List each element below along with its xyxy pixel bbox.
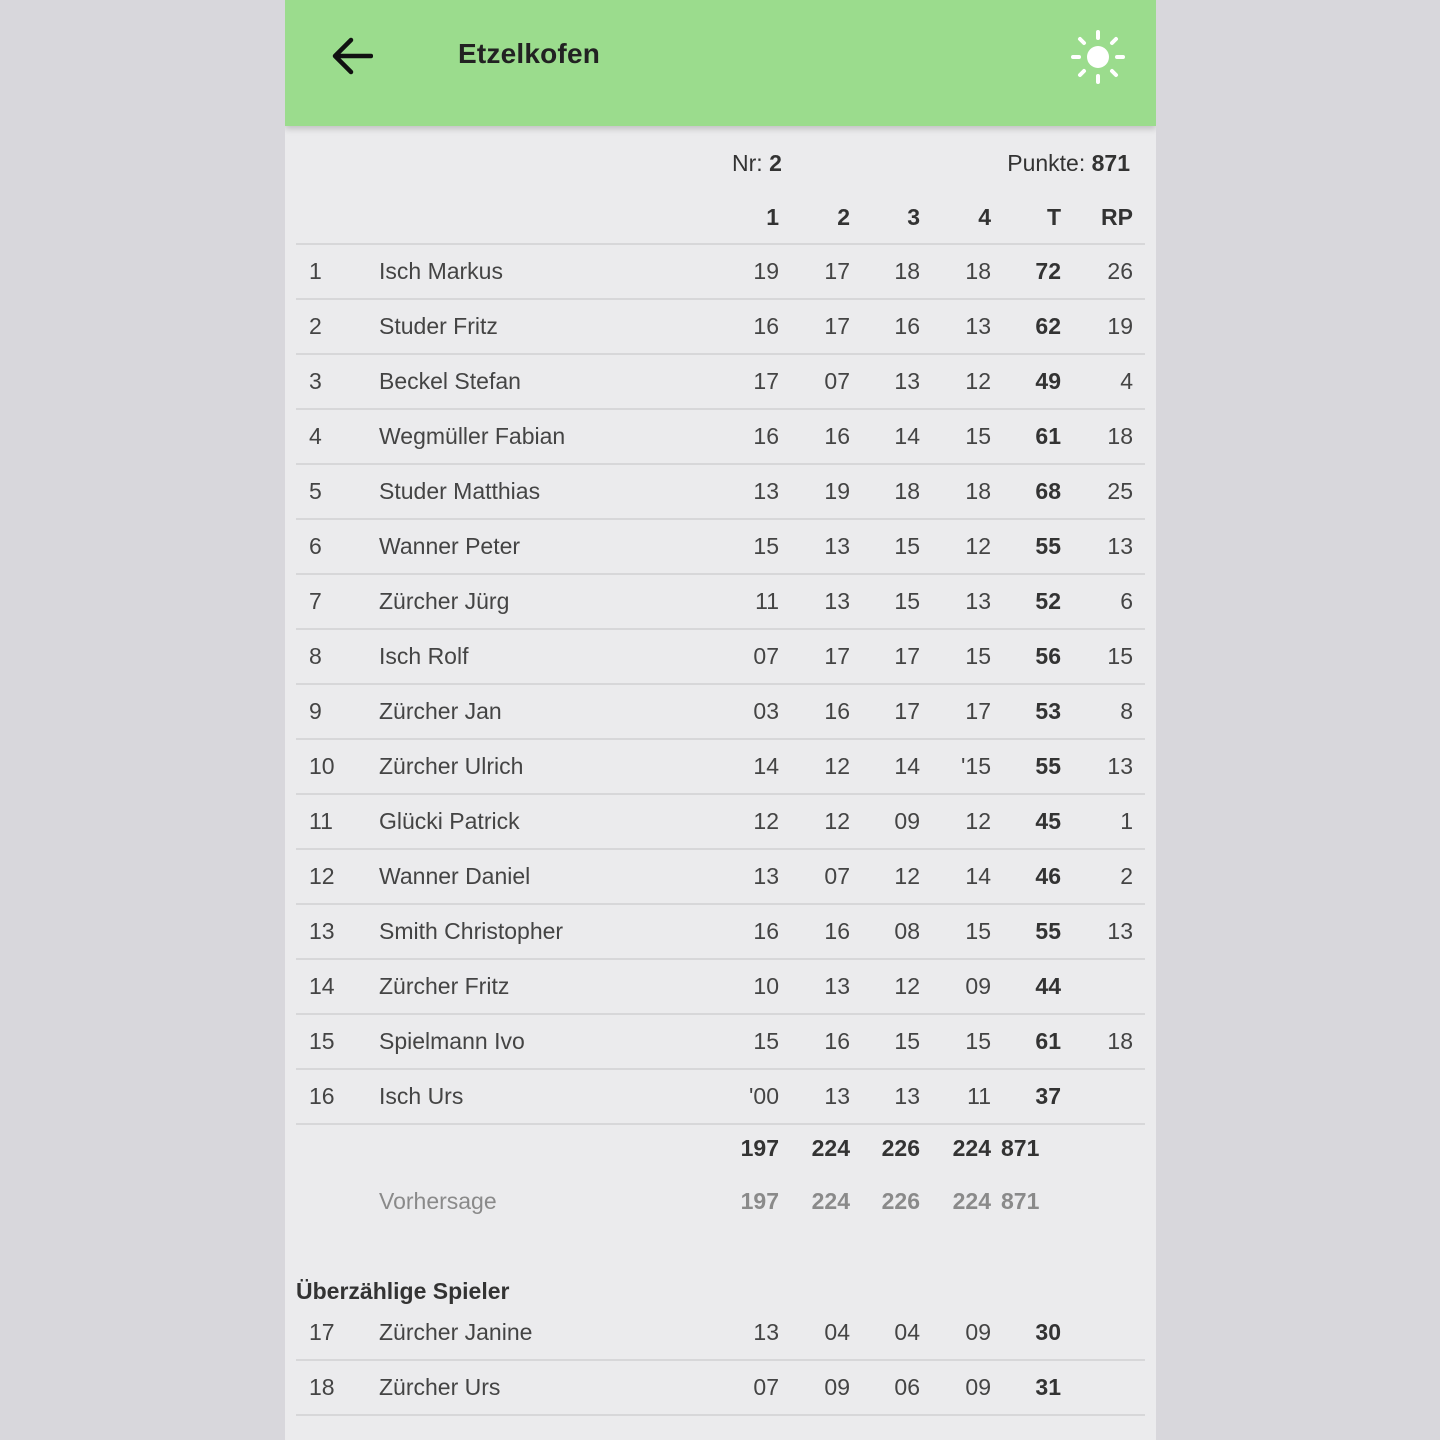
score-3: 18 <box>894 258 920 284</box>
player-number: 9 <box>309 698 322 724</box>
score-3: 15 <box>894 1028 920 1054</box>
theme-toggle-button[interactable] <box>1069 30 1127 88</box>
score-1: 15 <box>753 533 779 559</box>
score-rp: 13 <box>1107 753 1133 779</box>
score-4: 09 <box>965 973 991 999</box>
column-header: 2 <box>837 204 850 230</box>
player-number: 3 <box>309 368 322 394</box>
column-header: T <box>1046 204 1061 230</box>
score-2: 16 <box>824 1028 850 1054</box>
player-number: 2 <box>309 313 322 339</box>
score-1: 13 <box>753 1319 779 1345</box>
score-4: 12 <box>965 368 991 394</box>
score-4: 15 <box>965 918 991 944</box>
score-4: 13 <box>965 313 991 339</box>
score-4: 13 <box>965 588 991 614</box>
score-2: 16 <box>824 918 850 944</box>
player-number: 16 <box>309 1083 335 1109</box>
punkte-value: 871 <box>1091 150 1130 176</box>
score-2: 17 <box>824 258 850 284</box>
score-2: 07 <box>824 368 850 394</box>
score-3: 15 <box>894 533 920 559</box>
total-4: 224 <box>952 1135 991 1161</box>
player-name: Zürcher Jürg <box>379 588 510 614</box>
column-header: 1 <box>766 204 779 230</box>
score-rp: 18 <box>1107 1028 1133 1054</box>
score-total: 44 <box>1035 973 1061 999</box>
score-rp: 4 <box>1120 368 1133 394</box>
table-row[interactable] <box>296 629 1145 685</box>
table-header <box>296 204 1145 232</box>
table-row[interactable] <box>296 959 1145 1015</box>
player-name: Isch Urs <box>379 1083 464 1109</box>
table-row[interactable] <box>296 794 1145 850</box>
prediction-t: 871 <box>1001 1188 1040 1214</box>
score-total: 30 <box>1035 1319 1061 1345</box>
score-1: 16 <box>753 423 779 449</box>
score-2: 17 <box>824 313 850 339</box>
score-4: 09 <box>965 1319 991 1345</box>
score-total: 52 <box>1035 588 1061 614</box>
player-number: 10 <box>309 753 335 779</box>
score-total: 61 <box>1035 1028 1061 1054</box>
app-bar <box>285 0 1156 126</box>
player-name: Zürcher Jan <box>379 698 502 724</box>
score-1: 16 <box>753 918 779 944</box>
score-1: 15 <box>753 1028 779 1054</box>
score-total: 45 <box>1035 808 1061 834</box>
total-t: 871 <box>1001 1135 1040 1161</box>
player-name: Zürcher Janine <box>379 1319 533 1345</box>
score-3: 16 <box>894 313 920 339</box>
score-1: 10 <box>753 973 779 999</box>
score-rp: 2 <box>1120 863 1133 889</box>
score-2: 16 <box>824 423 850 449</box>
back-button[interactable] <box>323 30 379 86</box>
score-total: 46 <box>1035 863 1061 889</box>
total-1: 197 <box>740 1135 779 1161</box>
score-1: 13 <box>753 863 779 889</box>
arrow-left-icon <box>329 36 373 81</box>
score-total: 61 <box>1035 423 1061 449</box>
score-2: 17 <box>824 643 850 669</box>
player-number: 12 <box>309 863 335 889</box>
extra-players-heading: Überzählige Spieler <box>296 1278 510 1304</box>
prediction-4: 224 <box>952 1188 991 1214</box>
score-total: 56 <box>1035 643 1061 669</box>
score-2: 13 <box>824 533 850 559</box>
score-total: 55 <box>1035 753 1061 779</box>
score-4: 12 <box>965 533 991 559</box>
score-total: 53 <box>1035 698 1061 724</box>
score-3: 14 <box>894 423 920 449</box>
score-4: 18 <box>965 258 991 284</box>
app-screen <box>285 0 1156 1440</box>
score-4: 15 <box>965 643 991 669</box>
player-number: 18 <box>309 1374 335 1400</box>
player-number: 6 <box>309 533 322 559</box>
score-3: 15 <box>894 588 920 614</box>
score-3: 17 <box>894 698 920 724</box>
score-2: 13 <box>824 588 850 614</box>
table-row[interactable] <box>296 904 1145 960</box>
score-rp: 13 <box>1107 533 1133 559</box>
score-1: 14 <box>753 753 779 779</box>
score-2: 13 <box>824 1083 850 1109</box>
score-total: 68 <box>1035 478 1061 504</box>
score-total: 55 <box>1035 918 1061 944</box>
table-row[interactable] <box>296 244 1145 300</box>
score-3: 12 <box>894 863 920 889</box>
table-row[interactable] <box>296 849 1145 905</box>
prediction-1: 197 <box>740 1188 779 1214</box>
player-name: Zürcher Fritz <box>379 973 510 999</box>
score-4: 15 <box>965 423 991 449</box>
player-number: 17 <box>309 1319 335 1345</box>
player-name: Wanner Peter <box>379 533 521 559</box>
punkte-label: Punkte: <box>1007 150 1086 176</box>
table-row[interactable] <box>296 299 1145 355</box>
player-number: 1 <box>309 258 322 284</box>
score-3: 14 <box>894 753 920 779</box>
score-3: 12 <box>894 973 920 999</box>
score-total: 31 <box>1035 1374 1061 1400</box>
score-4: 09 <box>965 1374 991 1400</box>
player-number: 4 <box>309 423 322 449</box>
team-points <box>1007 150 1130 177</box>
player-name: Zürcher Urs <box>379 1374 501 1400</box>
table-row[interactable] <box>296 519 1145 575</box>
score-total: 72 <box>1035 258 1061 284</box>
score-rp: 13 <box>1107 918 1133 944</box>
player-name: Studer Matthias <box>379 478 541 504</box>
score-1: 07 <box>753 1374 779 1400</box>
score-3: 09 <box>894 808 920 834</box>
score-3: 18 <box>894 478 920 504</box>
score-total: 37 <box>1035 1083 1061 1109</box>
score-rp: 6 <box>1120 588 1133 614</box>
table-row[interactable] <box>296 464 1145 520</box>
score-1: 16 <box>753 313 779 339</box>
player-name: Spielmann Ivo <box>379 1028 525 1054</box>
table-row[interactable] <box>296 1069 1145 1125</box>
totals-row <box>296 1135 1145 1175</box>
score-1: 11 <box>755 588 779 614</box>
table-row[interactable] <box>296 684 1145 740</box>
table-row[interactable] <box>296 574 1145 630</box>
total-2: 224 <box>811 1135 850 1161</box>
player-name: Glücki Patrick <box>379 808 520 834</box>
player-number: 14 <box>309 973 335 999</box>
score-1: 19 <box>753 258 779 284</box>
score-3: 13 <box>894 368 920 394</box>
score-4: 17 <box>965 698 991 724</box>
score-4: '15 <box>961 753 991 779</box>
score-3: 08 <box>894 918 920 944</box>
column-header: 3 <box>907 204 920 230</box>
score-1: 13 <box>753 478 779 504</box>
player-number: 11 <box>309 808 333 834</box>
score-1: 12 <box>753 808 779 834</box>
player-name: Wanner Daniel <box>379 863 531 889</box>
score-2: 12 <box>824 753 850 779</box>
score-4: 15 <box>965 1028 991 1054</box>
score-rp: 19 <box>1107 313 1133 339</box>
table-row[interactable] <box>296 739 1145 795</box>
score-rp: 25 <box>1107 478 1133 504</box>
player-name: Wegmüller Fabian <box>379 423 566 449</box>
table-row[interactable] <box>296 1014 1145 1070</box>
player-number: 8 <box>309 643 322 669</box>
player-name: Zürcher Ulrich <box>379 753 524 779</box>
table-row[interactable] <box>296 1305 1145 1361</box>
player-number: 5 <box>309 478 322 504</box>
score-2: 19 <box>824 478 850 504</box>
prediction-2: 224 <box>811 1188 850 1214</box>
score-2: 13 <box>824 973 850 999</box>
score-2: 04 <box>824 1319 850 1345</box>
player-number: 7 <box>309 588 322 614</box>
score-4: 12 <box>965 808 991 834</box>
player-name: Isch Rolf <box>379 643 469 669</box>
prediction-label: Vorhersage <box>379 1188 497 1214</box>
player-number: 15 <box>309 1028 335 1054</box>
prediction-3: 226 <box>881 1188 920 1214</box>
score-3: 06 <box>894 1374 920 1400</box>
nr-value: 2 <box>769 150 782 176</box>
nr-label: Nr: <box>732 150 763 176</box>
score-4: 11 <box>967 1083 991 1109</box>
score-2: 09 <box>824 1374 850 1400</box>
score-rp: 26 <box>1107 258 1133 284</box>
score-rp: 15 <box>1107 643 1133 669</box>
team-number <box>732 150 782 177</box>
score-4: 14 <box>965 863 991 889</box>
total-3: 226 <box>881 1135 920 1161</box>
score-2: 16 <box>824 698 850 724</box>
player-name: Studer Fritz <box>379 313 498 339</box>
column-header: RP <box>1101 204 1133 230</box>
score-4: 18 <box>965 478 991 504</box>
player-number: 13 <box>309 918 335 944</box>
score-1: '00 <box>749 1083 779 1109</box>
score-2: 12 <box>824 808 850 834</box>
sun-icon <box>1070 29 1126 90</box>
player-name: Isch Markus <box>379 258 503 284</box>
score-1: 03 <box>753 698 779 724</box>
score-total: 49 <box>1035 368 1061 394</box>
score-1: 17 <box>753 368 779 394</box>
score-total: 62 <box>1035 313 1061 339</box>
player-name: Smith Christopher <box>379 918 564 944</box>
table-row[interactable] <box>296 354 1145 410</box>
page-title: Etzelkofen <box>458 38 601 69</box>
score-3: 17 <box>894 643 920 669</box>
score-rp: 18 <box>1107 423 1133 449</box>
column-header: 4 <box>978 204 991 230</box>
player-name: Beckel Stefan <box>379 368 521 394</box>
score-3: 04 <box>894 1319 920 1345</box>
score-rp: 8 <box>1120 698 1133 724</box>
table-row[interactable] <box>296 409 1145 465</box>
score-rp: 1 <box>1120 808 1133 834</box>
score-total: 55 <box>1035 533 1061 559</box>
score-3: 13 <box>894 1083 920 1109</box>
score-1: 07 <box>753 643 779 669</box>
prediction-row <box>296 1188 1145 1228</box>
table-row[interactable] <box>296 1360 1145 1416</box>
score-2: 07 <box>824 863 850 889</box>
